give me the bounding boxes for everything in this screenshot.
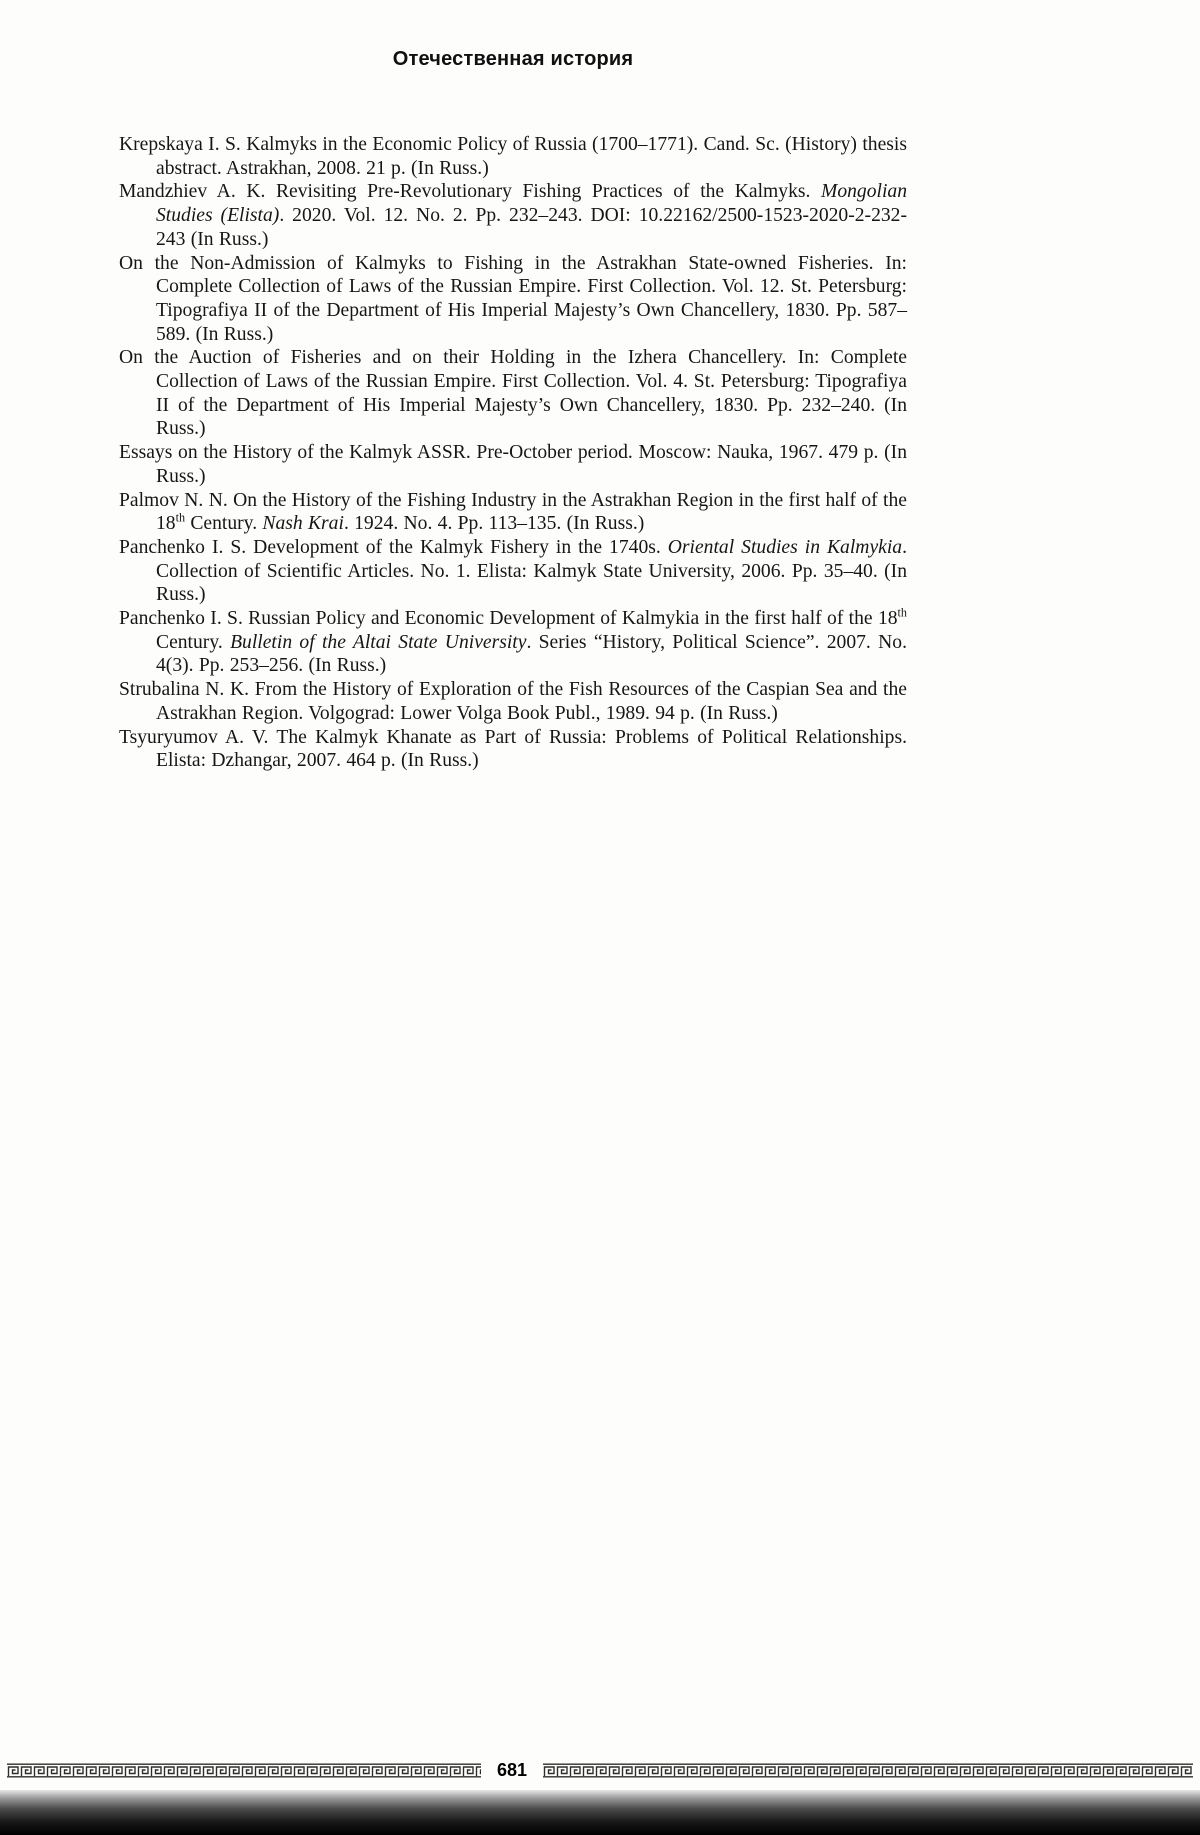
footer-ornament-right-meander [543, 1763, 1193, 1778]
reference-text-run: Century. [185, 513, 263, 535]
footer-ornament-left-meander [7, 1763, 481, 1778]
reference-text-run: Tsyuryumov A. V. The Kalmyk Khanate as Part of Russia: Problems of Political Relationships. Elista: Dzhangar, 2007. 464 p. (In Russ.) [119, 726, 907, 772]
reference-entry [119, 180, 907, 251]
reference-text-run: Mandzhiev A. K. Revisiting Pre-Revolutionary Fishing Practices of the Kalmyks. [119, 181, 821, 203]
reference-text-run: Panchenko I. S. Russian Policy and Economic Development of Kalmykia in the first half of the 18 [119, 608, 898, 630]
reference-entry [119, 133, 907, 180]
reference-entry [119, 489, 907, 536]
page-header: Отечественная история [392, 48, 634, 70]
reference-text-run: . 2020. Vol. 12. No. 2. Pp. 232–243. DOI: 10.22162/2500-1523-2020-2-232-243 (In Russ.) [156, 205, 907, 250]
reference-entry [119, 252, 907, 347]
reference-entry [119, 726, 907, 773]
reference-text-run: th [897, 605, 907, 620]
reference-text-run: Essays on the History of the Kalmyk ASSR. Pre-October period. Moscow: Nauka, 1967. 479 p. (In Russ.) [119, 442, 907, 487]
reference-text-run: On the Auction of Fisheries and on their Holding in the Izhera Chancellery. In: Complete Collection of Laws of the Russian Empire. First Collection. Vol. 4. St. Petersburg: Tipografiya II of the Department of His Imperial Majesty’s Own Chancellery, 1830. Pp. 232–240. (In Russ.) [119, 347, 907, 440]
reference-text-run: Nash Krai [262, 513, 344, 535]
page-number: 681 [496, 1760, 528, 1780]
scanned-page-bottom-edge-shadow [0, 1790, 1200, 1835]
reference-text-run: Oriental Studies in Kalmykia [667, 536, 903, 558]
reference-text-run: Bulletin of the Altai State University [230, 631, 527, 653]
page-content [119, 48, 907, 773]
reference-text-run: Strubalina N. K. From the History of Exploration of the Fish Resources of the Caspian Sea and the Astrakhan Region. Volgograd: Lower Volga Book Publ., 1989. 94 p. (In Russ.) [119, 679, 907, 724]
footer [7, 1762, 1193, 1778]
reference-text-run: th [175, 510, 186, 525]
reference-text-run: . 1924. No. 4. Pp. 113–135. (In Russ.) [343, 513, 645, 535]
reference-list [119, 133, 907, 773]
reference-text-run: . Series “History, Political Science”. 2007. No. 4(3). Pp. 253–256. (In Russ.) [156, 631, 907, 677]
reference-entry [119, 678, 907, 725]
reference-entry [119, 607, 907, 678]
reference-text-run: Palmov N. N. On the History of the Fishing Industry in the Astrakhan Region in the first half of the 18 [119, 489, 907, 535]
reference-entry [119, 441, 907, 488]
reference-text-run: On the Non-Admission of Kalmyks to Fishing in the Astrakhan State-owned Fisheries. In: Complete Collection of Laws of the Russian Empire. First Collection. Vol. 12. St. Petersburg: Tipografiya II of the Department of His Imperial Majesty’s Own Chancellery, 1830. Pp. 587–589. (In Russ.) [119, 252, 907, 345]
reference-text-run: Krepskaya I. S. Kalmyks in the Economic Policy of Russia (1700–1771). Cand. Sc. (History) thesis abstract. Astrakhan, 2008. 21 p. (In Russ.) [119, 134, 907, 179]
reference-entry [119, 536, 907, 607]
reference-text-run: Mongolian Studies (Elista) [156, 181, 907, 227]
reference-text-run: . Collection of Scientific Articles. No. 1. Elista: Kalmyk State University, 2006. Pp. 35–40. (In Russ.) [156, 536, 907, 606]
reference-entry [119, 346, 907, 441]
reference-text-run: Century. [156, 631, 231, 653]
reference-text-run: Panchenko I. S. Development of the Kalmyk Fishery in the 1740s. [119, 536, 668, 558]
